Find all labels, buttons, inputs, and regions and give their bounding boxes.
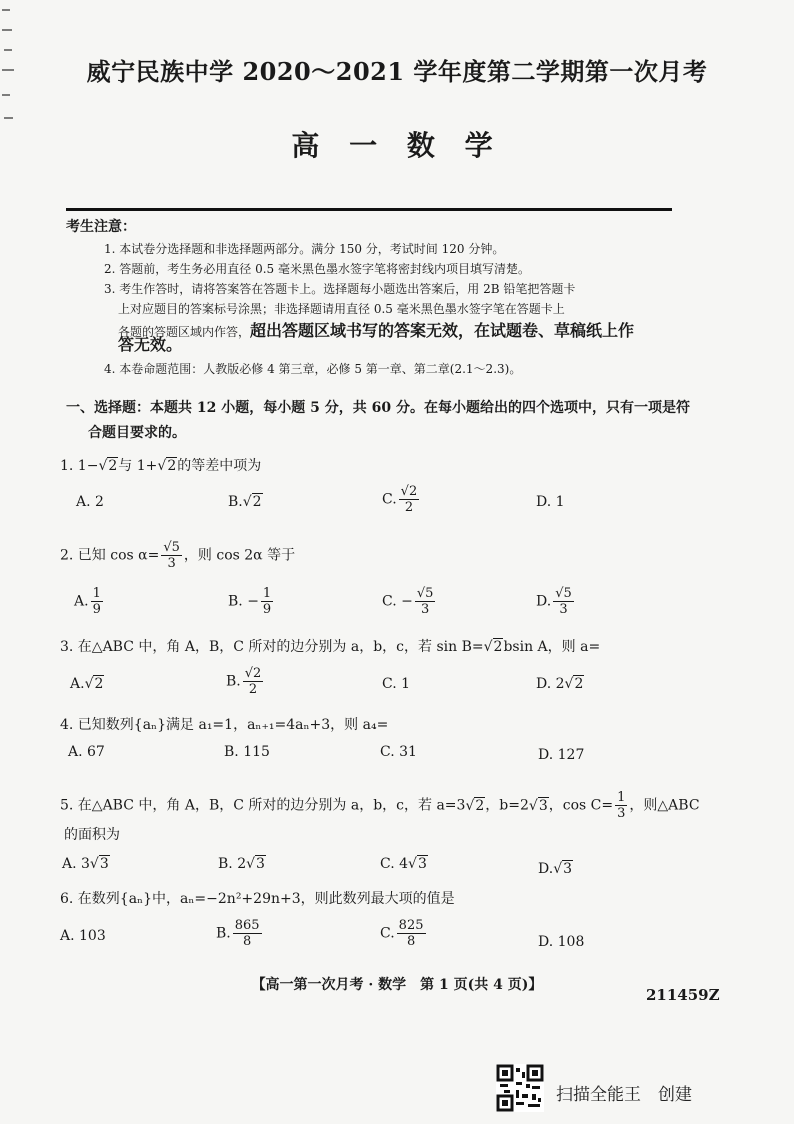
notice-item-1: 1. 本试卷分选择题和非选择题两部分。满分 150 分，考试时间 120 分钟。 [104,242,505,256]
q4-option-b: B. 115 [224,744,270,760]
q1-option-c: C. $\frac{√2}{2}$ [382,484,418,515]
q6-option-d: D. 108 [538,934,585,950]
q6-option-a: A. 103 [60,928,106,944]
page-footer: 【高一第一次月考 · 数学 第 1 页(共 4 页)】 [251,977,543,993]
notice-item-4: 4. 本卷命题范围：人教版必修 4 第三章，必修 5 第一章、第二章(2.1～2.3)。 [104,362,522,376]
exam-code: 211459Z [646,986,720,1004]
question-5: 5. 在△ABC 中，角 A，B，C 所对的边分别为 a，b，c，若 a=3√2，b=2√3，cos C= $\frac{1}{3}$ ，则△ABC [60,790,700,821]
q2-option-b: B. − $\frac{1}{9}$ [228,586,272,617]
q4-option-c: C. 31 [380,744,417,760]
question-1 [60,455,261,475]
question-5-cont: 的面积为 [64,827,120,843]
q3-option-c: C. 1 [382,676,411,692]
q3-option-d: D. 2√2 [536,676,584,692]
sqrt-expression: √2 [98,458,118,474]
q1-text: 1. 1− [60,458,99,474]
notice-item-3-emphasis: 超出答题区域书写的答案无效，在试题卷、草稿纸上作 [250,321,635,340]
q5-option-b: B. 2√3 [218,856,265,872]
question-3: 3. 在△ABC 中，角 A，B，C 所对的边分别为 a，b，c，若 sin B=√2bsin A，则 a= [60,639,601,655]
q1-option-d: D. 1 [536,494,565,510]
question-2: 2. 已知 cos α= $\frac{√5}{3}$ ，则 cos 2α 等于 [60,540,296,571]
notice-item-3-cont: 上对应题目的答案标号涂黑；非选择题请用直径 0.5 毫米黑色墨水签字笔在答题卡上 [118,302,565,316]
q4-option-d: D. 127 [538,747,585,763]
header-divider [66,208,672,211]
section-heading-cont: 合题目要求的。 [88,425,186,441]
notice-item-3: 3. 考生作答时，请将答案答在答题卡上。选择题每小题选出答案后，用 2B 铅笔把答题卡 [104,282,576,296]
q1-option-b: B.√2 [228,494,262,510]
q1-text-3: 的等差中项为 [177,458,262,474]
q3-option-b: B. $\frac{√2}{2}$ [226,666,262,697]
q1-text-2: 与 1+ [118,458,158,474]
notice-item-3-part: 各题的答题区域内作答， [118,325,251,339]
qr-code-icon [496,1064,544,1112]
notice-item-3-cont2 [118,318,634,341]
q2-option-a: A. $\frac{1}{9}$ [74,586,101,617]
q1-option-a: A. 2 [76,494,104,510]
q4-option-a: A. 67 [68,744,105,760]
notice-item-2: 2. 答题前，考生务必用直径 0.5 毫米黑色墨水签字笔将密封线内项目填写清楚。 [104,262,530,276]
subject-title: 高 一 数 学 [291,129,503,162]
sqrt-expression: √2 [157,458,177,474]
section-heading: 一、选择题：本题共 12 小题，每小题 5 分，共 60 分。在每小题给出的四个选项中，只有一项是符 [66,400,690,416]
q5-option-a: A. 3√3 [62,856,109,872]
q2-option-c: C. − $\frac{√5}{3}$ [382,586,434,617]
exam-title: 威宁民族中学 2020～2021 学年度第二学期第一次月考 [86,57,708,86]
question-4: 4. 已知数列{aₙ}满足 a₁=1，aₙ₊₁=4aₙ+3，则 a₄= [60,717,389,733]
q6-option-b: B. $\frac{865}{8}$ [216,918,260,949]
notice-title: 考生注意： [66,219,136,235]
notice-item-3-end: 答无效。 [118,335,183,354]
q3-option-a: A.√2 [70,676,104,692]
q5-option-d: D.√3 [538,861,573,877]
q6-option-c: C. $\frac{825}{8}$ [380,918,424,949]
scanner-watermark: 扫描全能王 创建 [556,1085,692,1105]
question-6: 6. 在数列{aₙ}中，aₙ=−2n²+29n+3，则此数列最大项的值是 [60,891,455,907]
q5-option-c: C. 4√3 [380,856,427,872]
q2-option-d: D. $\frac{√5}{3}$ [536,586,572,617]
